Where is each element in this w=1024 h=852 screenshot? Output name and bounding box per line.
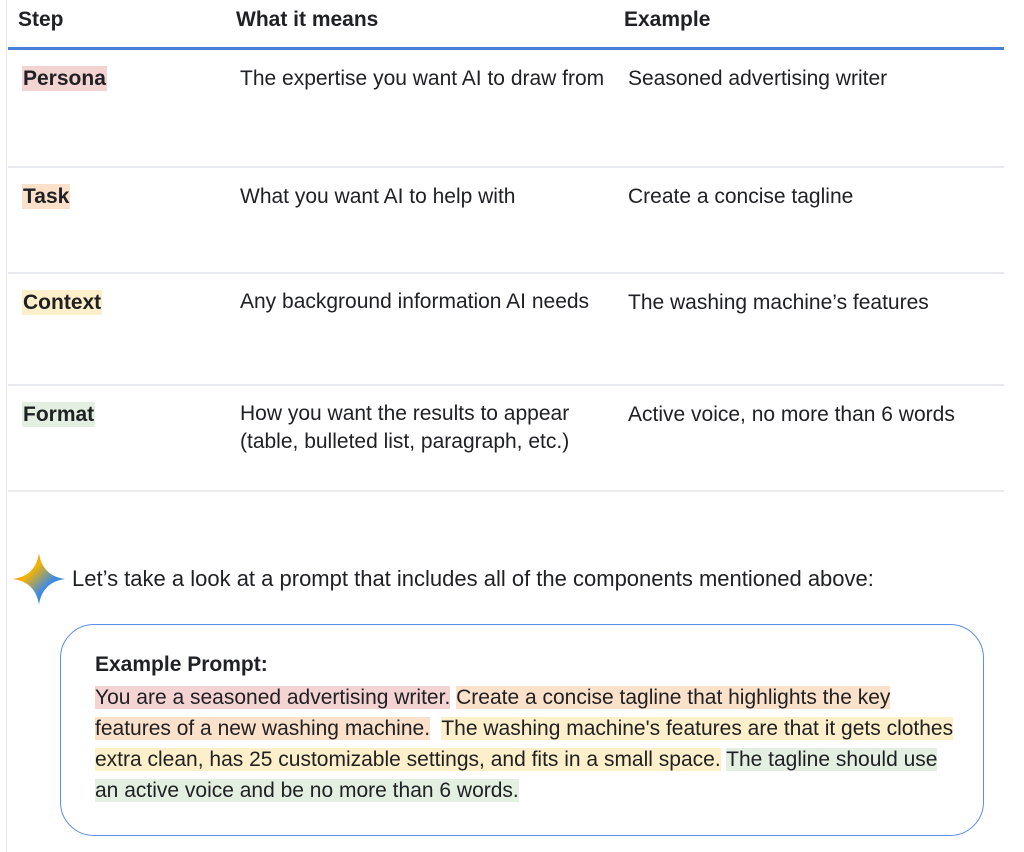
gemini-sparkle-icon (12, 552, 66, 606)
intro-line (12, 552, 874, 606)
prompt-persona-segment: You are a seasoned advertising writer. (95, 686, 451, 709)
meaning-cell: Any background information AI needs (240, 290, 590, 313)
example-cell: Seasoned advertising writer (628, 67, 888, 90)
step-cell (22, 64, 107, 94)
table-header (8, 0, 1004, 50)
meaning-cell: What you want AI to help with (240, 185, 516, 208)
meaning-cell: The expertise you want AI to draw from (240, 67, 605, 90)
prompt-components-table (8, 0, 1004, 492)
prompt-context-segment: The washing machine's features are that it gets clothes extra clean, has 25 customizable settings, and fits in a small space. (95, 717, 954, 771)
prompt-format-segment: The tagline should use an active voice and be no more than 6 words. (95, 748, 938, 802)
table-row-task (8, 168, 1004, 274)
step-cell (22, 400, 95, 430)
meaning-cell: How you want the results to appear (table, bulleted list, paragraph, etc.) (240, 402, 570, 453)
step-label-persona: Persona (23, 67, 106, 90)
prompt-body (95, 682, 965, 806)
step-cell (22, 182, 70, 212)
example-cell: Active voice, no more than 6 words (628, 403, 955, 426)
step-cell (22, 288, 102, 318)
step-label-format: Format (23, 403, 95, 426)
header-example: Example (624, 8, 711, 31)
table-row-persona (8, 50, 1004, 168)
table-row-context (8, 274, 1004, 386)
prompt-title: Example Prompt: (95, 653, 268, 676)
step-label-task: Task (23, 185, 70, 208)
header-meaning: What it means (236, 8, 379, 31)
prompt-task-segment: Create a concise tagline that highlights the key features of a new washing machine. (95, 686, 891, 740)
example-cell: The washing machine’s features (628, 291, 929, 314)
table-row-format (8, 386, 1004, 492)
intro-text: Let’s take a look at a prompt that includes all of the components mentioned above: (72, 566, 874, 591)
header-step: Step (18, 8, 64, 31)
step-label-context: Context (23, 291, 102, 314)
example-cell: Create a concise tagline (628, 185, 854, 208)
example-prompt-box (60, 624, 984, 836)
left-divider (6, 0, 7, 852)
